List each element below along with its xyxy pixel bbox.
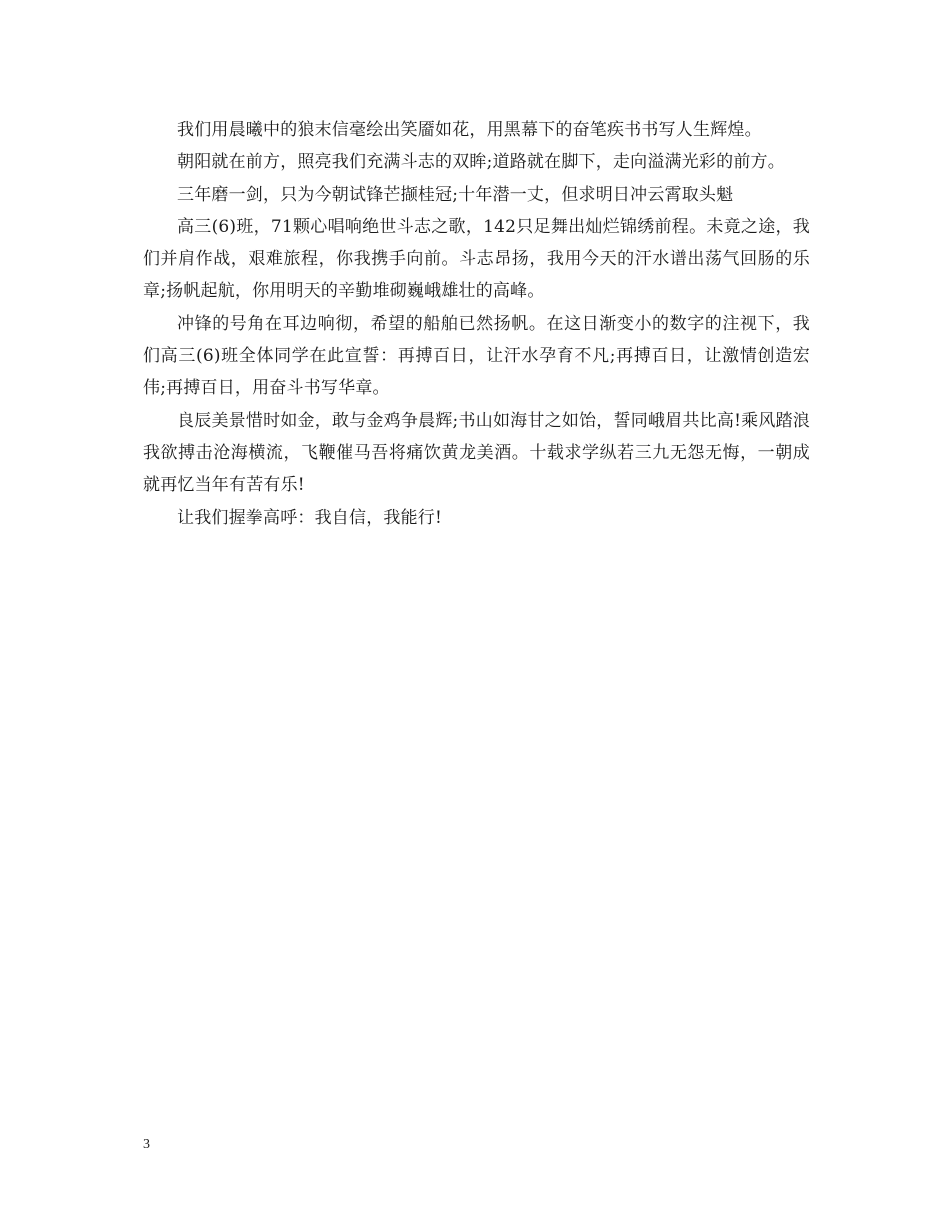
paragraph-1: 我们用晨曦中的狼末信毫绘出笑靥如花，用黑幕下的奋笔疾书书写人生辉煌。 [177,120,762,140]
document-body [143,114,810,534]
paragraph-3: 三年磨一剑，只为今朝试锋芒撷桂冠;十年潜一丈，但求明日冲云霄取头魁 [177,184,734,205]
page-number: 3 [143,1137,150,1152]
paragraph-4: 高三(6)班，71颗心唱响绝世斗志之歌，142只足舞出灿烂锦绣前程。未竟之途，我们并肩作战，艰难旅程，你我携手向前。斗志昂扬，我用今天的汗水谱出荡气回肠的乐章;扬帆起航，你用明天的辛勤堆砌巍峨雄壮的高峰。 [143,216,810,302]
paragraph-2: 朝阳就在前方，照亮我们充满斗志的双眸;道路就在脚下，走向溢满光彩的前方。 [177,152,785,173]
paragraph-7: 让我们握拳高呼：我自信，我能行! [177,507,443,528]
paragraph-5: 冲锋的号角在耳边响彻，希望的船舶已然扬帆。在这日渐变小的数字的注视下，我们高三(6)班全体同学在此宣誓：再搏百日，让汗水孕育不凡;再搏百日，让激情创造宏伟;再搏百日，用奋斗书写华章。 [143,313,810,399]
paragraph-6: 良辰美景惜时如金，敢与金鸡争晨辉;书山如海甘之如饴，誓同峨眉共比高!乘风踏浪我欲搏击沧海横流，飞鞭催马吾将痛饮黄龙美酒。十载求学纵若三九无怨无悔，一朝成就再忆当年有苦有乐! [143,410,810,496]
